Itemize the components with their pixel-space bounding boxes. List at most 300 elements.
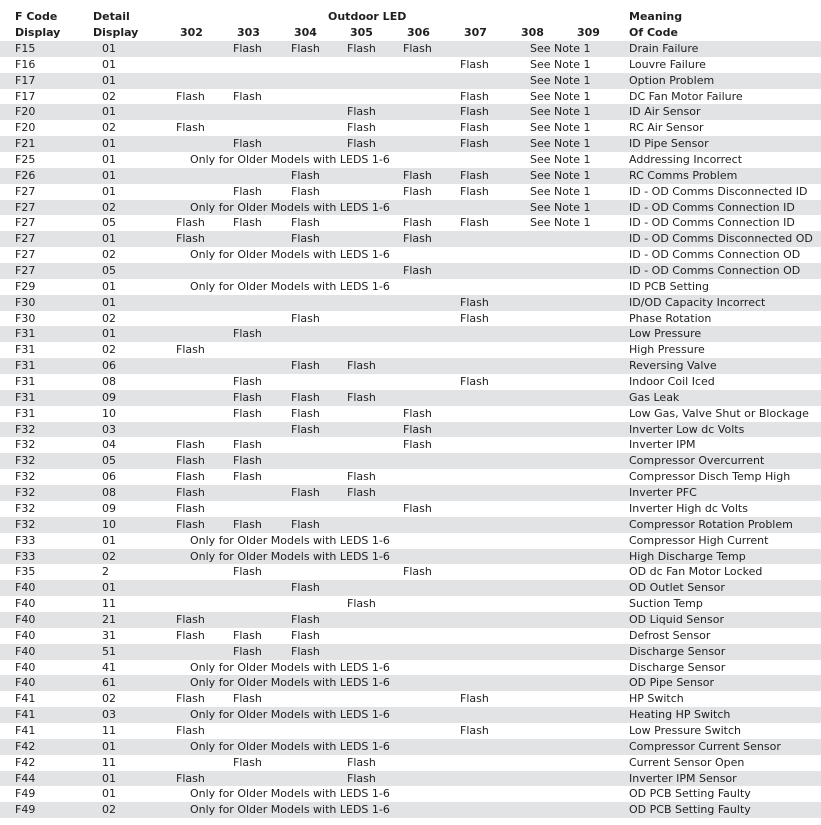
fcode-cell: F27 xyxy=(15,232,36,246)
led-306-flash: Flash xyxy=(403,42,432,55)
table-row xyxy=(0,390,821,406)
fcode-cell: F41 xyxy=(15,708,36,722)
meaning-cell: Heating HP Switch xyxy=(629,708,731,722)
meaning-cell: DC Fan Motor Failure xyxy=(629,89,743,103)
led-307-flash: Flash xyxy=(460,184,489,198)
detail-cell: 01 xyxy=(102,73,116,87)
led-304-flash: Flash xyxy=(291,628,320,642)
detail-cell: 05 xyxy=(102,454,116,468)
fcode-cell: F35 xyxy=(15,565,36,579)
table-row xyxy=(0,279,821,295)
fcode-cell: F31 xyxy=(15,390,36,404)
meaning-cell: ID Pipe Sensor xyxy=(629,137,709,151)
table-row xyxy=(0,136,821,152)
led-303-flash: Flash xyxy=(233,390,262,404)
led-307-flash: Flash xyxy=(460,311,489,325)
led-306-flash: Flash xyxy=(403,264,432,278)
table-row xyxy=(0,723,821,739)
older-models-note: Only for Older Models with LEDS 1-6 xyxy=(190,153,390,167)
meaning-cell: ID PCB Setting xyxy=(629,279,709,293)
led-302-flash: Flash xyxy=(176,517,205,531)
fcode-cell: F26 xyxy=(15,168,36,182)
led-307-flash: Flash xyxy=(460,137,489,151)
detail-cell: 02 xyxy=(102,549,116,563)
led-307-flash: Flash xyxy=(460,375,489,389)
led-302-flash: Flash xyxy=(176,454,205,468)
fcode-cell: F27 xyxy=(15,248,36,262)
fcode-cell: F21 xyxy=(15,137,36,151)
detail-cell: 2 xyxy=(102,565,109,579)
detail-cell: 01 xyxy=(102,105,116,119)
header-outdoor-led-group: Outdoor LED xyxy=(328,10,407,23)
detail-cell: 08 xyxy=(102,375,116,389)
detail-cell: 02 xyxy=(102,803,116,817)
table-row xyxy=(0,104,821,120)
fcode-cell: F44 xyxy=(15,771,36,785)
meaning-cell: Compressor High Current xyxy=(629,533,769,547)
detail-cell: 01 xyxy=(102,232,116,246)
fcode-cell: F29 xyxy=(15,279,36,293)
led-303-flash: Flash xyxy=(233,644,262,658)
detail-cell: 02 xyxy=(102,692,116,706)
fcode-cell: F40 xyxy=(15,581,36,595)
table-row xyxy=(0,771,821,787)
led-303-flash: Flash xyxy=(233,755,262,769)
detail-cell: 01 xyxy=(102,327,116,341)
table-row xyxy=(0,200,821,216)
table-row xyxy=(0,691,821,707)
header-led-307: 307 xyxy=(464,26,487,39)
detail-cell: 01 xyxy=(102,771,116,785)
meaning-cell: Inverter IPM Sensor xyxy=(629,771,737,785)
fcode-cell: F49 xyxy=(15,803,36,817)
meaning-cell: Louvre Failure xyxy=(629,57,706,71)
led-306-flash: Flash xyxy=(403,438,432,452)
detail-cell: 02 xyxy=(102,89,116,103)
table-row xyxy=(0,596,821,612)
led-305-flash: Flash xyxy=(347,121,376,135)
led-304-flash: Flash xyxy=(291,612,320,626)
older-models-note: Only for Older Models with LEDS 1-6 xyxy=(190,549,390,563)
header-led-303: 303 xyxy=(237,26,260,39)
fcode-cell: F15 xyxy=(15,42,36,55)
led-304-flash: Flash xyxy=(291,168,320,182)
see-note-cell: See Note 1 xyxy=(530,137,591,151)
meaning-cell: High Discharge Temp xyxy=(629,549,746,563)
see-note-cell: See Note 1 xyxy=(530,153,591,167)
see-note-cell: See Note 1 xyxy=(530,168,591,182)
led-303-flash: Flash xyxy=(233,692,262,706)
led-302-flash: Flash xyxy=(176,343,205,357)
meaning-cell: OD Pipe Sensor xyxy=(629,676,715,690)
led-303-flash: Flash xyxy=(233,42,262,55)
meaning-cell: OD PCB Setting Faulty xyxy=(629,787,751,801)
header-led-308: 308 xyxy=(521,26,544,39)
led-306-flash: Flash xyxy=(403,565,432,579)
meaning-cell: Drain Failure xyxy=(629,42,699,55)
led-302-flash: Flash xyxy=(176,692,205,706)
detail-cell: 31 xyxy=(102,628,116,642)
table-body xyxy=(0,41,821,818)
meaning-cell: ID - OD Comms Connection ID xyxy=(629,200,795,214)
detail-cell: 09 xyxy=(102,390,116,404)
see-note-cell: See Note 1 xyxy=(530,89,591,103)
led-304-flash: Flash xyxy=(291,422,320,436)
table-row xyxy=(0,802,821,818)
header-detail: Detail Display xyxy=(93,10,139,39)
table-row xyxy=(0,453,821,469)
led-304-flash: Flash xyxy=(291,390,320,404)
detail-cell: 02 xyxy=(102,343,116,357)
fcode-cell: F40 xyxy=(15,660,36,674)
led-304-flash: Flash xyxy=(291,517,320,531)
fcode-cell: F30 xyxy=(15,311,36,325)
table-row xyxy=(0,437,821,453)
older-models-note: Only for Older Models with LEDS 1-6 xyxy=(190,200,390,214)
fcode-cell: F42 xyxy=(15,755,36,769)
led-302-flash: Flash xyxy=(176,470,205,484)
detail-cell: 06 xyxy=(102,359,116,373)
table-row xyxy=(0,326,821,342)
meaning-cell: High Pressure xyxy=(629,343,705,357)
see-note-cell: See Note 1 xyxy=(530,184,591,198)
see-note-cell: See Note 1 xyxy=(530,200,591,214)
fcode-cell: F16 xyxy=(15,57,36,71)
table-row xyxy=(0,786,821,802)
detail-cell: 03 xyxy=(102,708,116,722)
detail-cell: 01 xyxy=(102,168,116,182)
table-row xyxy=(0,406,821,422)
meaning-cell: ID Air Sensor xyxy=(629,105,701,119)
meaning-cell: Option Problem xyxy=(629,73,715,87)
fcode-cell: F17 xyxy=(15,73,36,87)
see-note-cell: See Note 1 xyxy=(530,42,591,55)
meaning-cell: ID - OD Comms Connection OD xyxy=(629,248,801,262)
table-row xyxy=(0,358,821,374)
led-307-flash: Flash xyxy=(460,692,489,706)
led-307-flash: Flash xyxy=(460,723,489,737)
table-row xyxy=(0,152,821,168)
table-row xyxy=(0,501,821,517)
led-303-flash: Flash xyxy=(233,327,262,341)
fault-code-table xyxy=(0,9,821,818)
table-row xyxy=(0,374,821,390)
led-302-flash: Flash xyxy=(176,628,205,642)
meaning-cell: Gas Leak xyxy=(629,390,680,404)
led-303-flash: Flash xyxy=(233,137,262,151)
meaning-cell: Indoor Coil Iced xyxy=(629,375,715,389)
led-306-flash: Flash xyxy=(403,232,432,246)
led-302-flash: Flash xyxy=(176,486,205,500)
detail-cell: 01 xyxy=(102,57,116,71)
fcode-cell: F33 xyxy=(15,549,36,563)
fcode-cell: F25 xyxy=(15,153,36,167)
table-row xyxy=(0,612,821,628)
detail-cell: 09 xyxy=(102,501,116,515)
detail-cell: 21 xyxy=(102,612,116,626)
led-305-flash: Flash xyxy=(347,771,376,785)
detail-cell: 51 xyxy=(102,644,116,658)
table-row xyxy=(0,549,821,565)
led-307-flash: Flash xyxy=(460,216,489,230)
fcode-cell: F27 xyxy=(15,216,36,230)
meaning-cell: Inverter PFC xyxy=(629,486,697,500)
led-307-flash: Flash xyxy=(460,295,489,309)
see-note-cell: See Note 1 xyxy=(530,216,591,230)
table-row xyxy=(0,422,821,438)
table-row xyxy=(0,120,821,136)
led-307-flash: Flash xyxy=(460,57,489,71)
table-row xyxy=(0,215,821,231)
led-304-flash: Flash xyxy=(291,232,320,246)
older-models-note: Only for Older Models with LEDS 1-6 xyxy=(190,533,390,547)
led-302-flash: Flash xyxy=(176,771,205,785)
led-305-flash: Flash xyxy=(347,597,376,611)
detail-cell: 02 xyxy=(102,311,116,325)
older-models-note: Only for Older Models with LEDS 1-6 xyxy=(190,248,390,262)
meaning-cell: Inverter Low dc Volts xyxy=(629,422,745,436)
fcode-cell: F27 xyxy=(15,264,36,278)
header-led-302: 302 xyxy=(180,26,203,39)
led-302-flash: Flash xyxy=(176,501,205,515)
led-304-flash: Flash xyxy=(291,644,320,658)
led-303-flash: Flash xyxy=(233,89,262,103)
table-row xyxy=(0,580,821,596)
fcode-cell: F32 xyxy=(15,517,36,531)
detail-cell: 61 xyxy=(102,676,116,690)
header-meaning: Meaning Of Code xyxy=(629,10,683,39)
table-row xyxy=(0,564,821,580)
older-models-note: Only for Older Models with LEDS 1-6 xyxy=(190,279,390,293)
led-302-flash: Flash xyxy=(176,723,205,737)
detail-cell: 01 xyxy=(102,279,116,293)
table-row xyxy=(0,311,821,327)
detail-cell: 02 xyxy=(102,248,116,262)
fcode-cell: F20 xyxy=(15,105,36,119)
led-302-flash: Flash xyxy=(176,89,205,103)
led-306-flash: Flash xyxy=(403,184,432,198)
table-row xyxy=(0,485,821,501)
table-row xyxy=(0,707,821,723)
table-row xyxy=(0,675,821,691)
older-models-note: Only for Older Models with LEDS 1-6 xyxy=(190,803,390,817)
meaning-cell: Inverter High dc Volts xyxy=(629,501,748,515)
table-row xyxy=(0,469,821,485)
led-302-flash: Flash xyxy=(176,121,205,135)
fcode-cell: F42 xyxy=(15,739,36,753)
led-303-flash: Flash xyxy=(233,184,262,198)
meaning-cell: Low Pressure xyxy=(629,327,702,341)
detail-cell: 10 xyxy=(102,517,116,531)
detail-cell: 02 xyxy=(102,121,116,135)
meaning-cell: OD dc Fan Motor Locked xyxy=(629,565,763,579)
led-305-flash: Flash xyxy=(347,470,376,484)
led-305-flash: Flash xyxy=(347,486,376,500)
table-row xyxy=(0,739,821,755)
table-row xyxy=(0,263,821,279)
detail-cell: 01 xyxy=(102,581,116,595)
table-row xyxy=(0,342,821,358)
meaning-cell: Phase Rotation xyxy=(629,311,712,325)
meaning-cell: ID - OD Comms Connection OD xyxy=(629,264,801,278)
meaning-cell: Reversing Valve xyxy=(629,359,717,373)
see-note-cell: See Note 1 xyxy=(530,105,591,119)
led-307-flash: Flash xyxy=(460,89,489,103)
fcode-cell: F40 xyxy=(15,628,36,642)
fcode-cell: F31 xyxy=(15,327,36,341)
led-306-flash: Flash xyxy=(403,168,432,182)
fcode-cell: F41 xyxy=(15,723,36,737)
header-led-306: 306 xyxy=(407,26,430,39)
led-305-flash: Flash xyxy=(347,137,376,151)
meaning-cell: Addressing Incorrect xyxy=(629,153,743,167)
meaning-cell: Current Sensor Open xyxy=(629,755,745,769)
led-303-flash: Flash xyxy=(233,454,262,468)
fcode-cell: F32 xyxy=(15,501,36,515)
led-307-flash: Flash xyxy=(460,168,489,182)
meaning-cell: Discharge Sensor xyxy=(629,644,726,658)
table-row xyxy=(0,57,821,73)
detail-cell: 03 xyxy=(102,422,116,436)
table-row xyxy=(0,628,821,644)
led-303-flash: Flash xyxy=(233,438,262,452)
header-fcode: F Code Display xyxy=(15,10,61,39)
fcode-cell: F32 xyxy=(15,486,36,500)
meaning-cell: ID - OD Comms Disconnected ID xyxy=(629,184,808,198)
meaning-cell: ID - OD Comms Disconnected OD xyxy=(629,232,813,246)
table-row xyxy=(0,517,821,533)
detail-cell: 01 xyxy=(102,533,116,547)
meaning-cell: RC Air Sensor xyxy=(629,121,704,135)
detail-cell: 04 xyxy=(102,438,116,452)
table-row xyxy=(0,295,821,311)
table-row xyxy=(0,41,821,57)
table-row xyxy=(0,89,821,105)
fcode-cell: F31 xyxy=(15,375,36,389)
detail-cell: 01 xyxy=(102,739,116,753)
meaning-cell: Compressor Rotation Problem xyxy=(629,517,793,531)
older-models-note: Only for Older Models with LEDS 1-6 xyxy=(190,676,390,690)
meaning-cell: Low Pressure Switch xyxy=(629,723,741,737)
detail-cell: 06 xyxy=(102,470,116,484)
detail-cell: 11 xyxy=(102,597,116,611)
meaning-cell: Suction Temp xyxy=(629,597,703,611)
led-305-flash: Flash xyxy=(347,359,376,373)
table-row xyxy=(0,755,821,771)
detail-cell: 05 xyxy=(102,216,116,230)
meaning-cell: Discharge Sensor xyxy=(629,660,726,674)
led-307-flash: Flash xyxy=(460,105,489,119)
led-305-flash: Flash xyxy=(347,105,376,119)
led-304-flash: Flash xyxy=(291,311,320,325)
detail-cell: 01 xyxy=(102,42,116,55)
detail-cell: 10 xyxy=(102,406,116,420)
detail-cell: 01 xyxy=(102,184,116,198)
fcode-cell: F17 xyxy=(15,89,36,103)
led-303-flash: Flash xyxy=(233,470,262,484)
led-305-flash: Flash xyxy=(347,42,376,55)
header-led-309: 309 xyxy=(577,26,600,39)
detail-cell: 01 xyxy=(102,137,116,151)
fcode-cell: F30 xyxy=(15,295,36,309)
led-303-flash: Flash xyxy=(233,216,262,230)
table-row xyxy=(0,533,821,549)
led-305-flash: Flash xyxy=(347,755,376,769)
detail-cell: 41 xyxy=(102,660,116,674)
led-306-flash: Flash xyxy=(403,501,432,515)
see-note-cell: See Note 1 xyxy=(530,121,591,135)
fcode-cell: F27 xyxy=(15,184,36,198)
led-304-flash: Flash xyxy=(291,406,320,420)
meaning-cell: OD Outlet Sensor xyxy=(629,581,725,595)
led-302-flash: Flash xyxy=(176,612,205,626)
table-row xyxy=(0,247,821,263)
meaning-cell: RC Comms Problem xyxy=(629,168,738,182)
meaning-cell: Inverter IPM xyxy=(629,438,696,452)
detail-cell: 02 xyxy=(102,200,116,214)
led-306-flash: Flash xyxy=(403,216,432,230)
fcode-cell: F32 xyxy=(15,470,36,484)
detail-cell: 01 xyxy=(102,153,116,167)
led-302-flash: Flash xyxy=(176,232,205,246)
detail-cell: 11 xyxy=(102,723,116,737)
led-304-flash: Flash xyxy=(291,486,320,500)
meaning-cell: ID - OD Comms Connection ID xyxy=(629,216,795,230)
detail-cell: 05 xyxy=(102,264,116,278)
led-303-flash: Flash xyxy=(233,517,262,531)
fcode-cell: F49 xyxy=(15,787,36,801)
led-306-flash: Flash xyxy=(403,406,432,420)
detail-cell: 01 xyxy=(102,787,116,801)
fcode-cell: F31 xyxy=(15,343,36,357)
led-303-flash: Flash xyxy=(233,406,262,420)
fcode-cell: F20 xyxy=(15,121,36,135)
table-row xyxy=(0,231,821,247)
detail-cell: 11 xyxy=(102,755,116,769)
meaning-cell: HP Switch xyxy=(629,692,684,706)
fcode-cell: F32 xyxy=(15,438,36,452)
fcode-cell: F33 xyxy=(15,533,36,547)
led-303-flash: Flash xyxy=(233,375,262,389)
fcode-cell: F31 xyxy=(15,359,36,373)
meaning-cell: Low Gas, Valve Shut or Blockage xyxy=(629,406,809,420)
see-note-cell: See Note 1 xyxy=(530,73,591,87)
fcode-cell: F32 xyxy=(15,422,36,436)
table-row xyxy=(0,644,821,660)
meaning-cell: OD Liquid Sensor xyxy=(629,612,725,626)
detail-cell: 01 xyxy=(102,295,116,309)
led-303-flash: Flash xyxy=(233,565,262,579)
table-row xyxy=(0,73,821,89)
meaning-cell: Compressor Overcurrent xyxy=(629,454,765,468)
detail-cell: 08 xyxy=(102,486,116,500)
meaning-cell: Defrost Sensor xyxy=(629,628,711,642)
led-304-flash: Flash xyxy=(291,184,320,198)
fcode-cell: F32 xyxy=(15,454,36,468)
older-models-note: Only for Older Models with LEDS 1-6 xyxy=(190,708,390,722)
meaning-cell: ID/OD Capacity Incorrect xyxy=(629,295,766,309)
fcode-cell: F41 xyxy=(15,692,36,706)
fcode-cell: F40 xyxy=(15,597,36,611)
led-304-flash: Flash xyxy=(291,42,320,55)
see-note-cell: See Note 1 xyxy=(530,57,591,71)
meaning-cell: Compressor Current Sensor xyxy=(629,739,781,753)
led-307-flash: Flash xyxy=(460,121,489,135)
older-models-note: Only for Older Models with LEDS 1-6 xyxy=(190,787,390,801)
led-302-flash: Flash xyxy=(176,216,205,230)
table-row xyxy=(0,660,821,676)
led-306-flash: Flash xyxy=(403,422,432,436)
